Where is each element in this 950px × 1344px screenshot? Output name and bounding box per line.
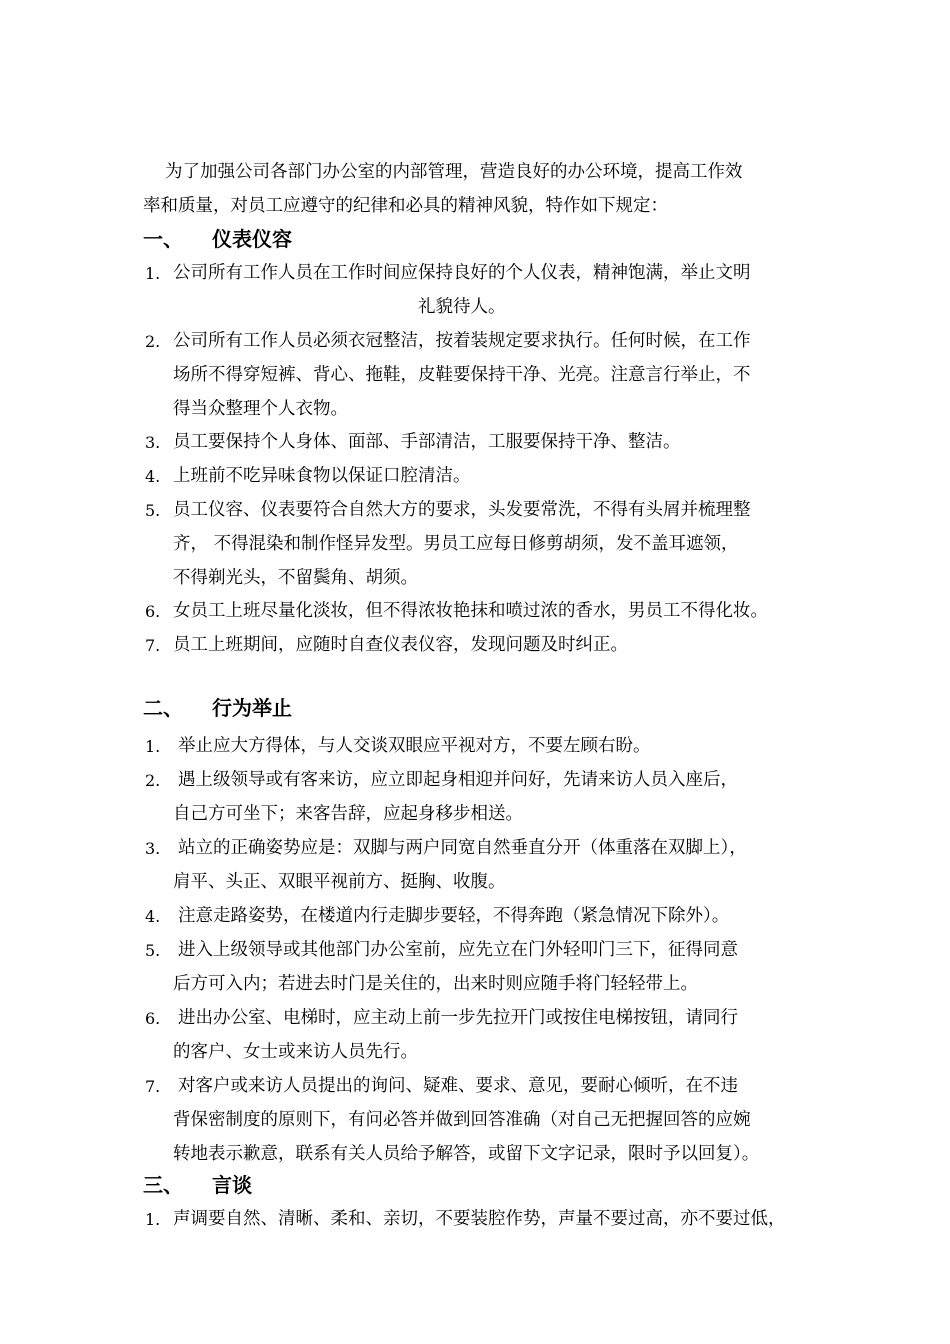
s1-item-2-line-3: 得当众整理个人衣物。 <box>173 399 348 419</box>
s1-item-4-line-1: 上班前不吃异味食物以保证口腔清洁。 <box>173 466 471 486</box>
s2-item-2-number: 2. <box>145 771 161 790</box>
section-1-title: 仪表仪容 <box>212 227 292 251</box>
s1-item-6-number: 6. <box>145 602 161 621</box>
s1-item-1-number: 1. <box>145 264 161 283</box>
s1-item-1-line-1: 公司所有工作人员在工作时间应保持良好的个人仪表，精神饱满，举止文明 <box>173 263 751 283</box>
s2-item-7-line-1: 对客户或来访人员提出的询问、疑难、要求、意见，要耐心倾听，在不违 <box>178 1076 738 1096</box>
s2-item-7-line-3: 转地表示歉意，联系有关人员给予解答，或留下文字记录，限时予以回复）。 <box>173 1144 760 1164</box>
section-2-number: 二、 <box>143 696 183 720</box>
s2-item-1-line-1: 举止应大方得体，与人交谈双眼应平视对方，不要左顾右盼。 <box>178 736 651 756</box>
s1-item-7-number: 7. <box>145 636 161 655</box>
s2-item-5-line-1: 进入上级领导或其他部门办公室前，应先立在门外轻叩门三下，征得同意 <box>178 940 738 960</box>
s2-item-6-line-2: 的客户、女士或来访人员先行。 <box>173 1042 418 1062</box>
s2-item-5-number: 5. <box>145 941 161 960</box>
s2-item-3-line-2: 肩平、头正、双眼平视前方、挺胸、收腹。 <box>173 872 506 892</box>
s1-item-5-line-1: 员工仪容、仪表要符合自然大方的要求，头发要常洗，不得有头屑并梳理整 <box>173 500 751 520</box>
s1-item-3-number: 3. <box>145 433 161 452</box>
s1-item-5-number: 5. <box>145 501 161 520</box>
s2-item-3-line-1: 站立的正确姿势应是：双脚与两户同宽自然垂直分开（体重落在双脚上）， <box>178 838 747 858</box>
s3-item-1-number: 1. <box>145 1210 161 1229</box>
s1-item-5-line-3: 不得剃光头，不留鬓角、胡须。 <box>173 568 418 588</box>
section-3-number: 三、 <box>143 1173 183 1197</box>
s1-item-4-number: 4. <box>145 467 161 486</box>
s1-item-2-number: 2. <box>145 332 161 351</box>
s2-item-3-number: 3. <box>145 839 161 858</box>
section-2-title: 行为举止 <box>212 696 292 720</box>
s3-item-1-line-1: 声调要自然、清晰、柔和、亲切，不要装腔作势，声量不要过高，亦不要过低， <box>173 1209 786 1229</box>
s2-item-4-number: 4. <box>145 907 161 926</box>
s2-item-7-number: 7. <box>145 1077 161 1096</box>
s1-item-2-line-1: 公司所有工作人员必须衣冠整洁，按着装规定要求执行。任何时候，在工作 <box>173 331 751 351</box>
section-3-title: 言谈 <box>212 1173 252 1197</box>
section-1-number: 一、 <box>143 227 183 251</box>
intro-line-2: 率和质量，对员工应遵守的纪律和必具的精神风貌，特作如下规定： <box>143 196 668 216</box>
s1-item-2-line-2: 场所不得穿短裤、背心、拖鞋，皮鞋要保持干净、光亮。注意言行举止，不 <box>173 365 751 385</box>
s2-item-2-line-2: 自己方可坐下；来客告辞，应起身移步相送。 <box>173 804 523 824</box>
s1-item-3-line-1: 员工要保持个人身体、面部、手部清洁，工服要保持干净、整洁。 <box>173 432 681 452</box>
s2-item-6-line-1: 进出办公室、电梯时，应主动上前一步先拉开门或按住电梯按钮，请同行 <box>178 1008 738 1028</box>
s2-item-5-line-2: 后方可入内；若进去时门是关住的，出来时则应随手将门轻轻带上。 <box>173 974 698 994</box>
s2-item-2-line-1: 遇上级领导或有客来访，应立即起身相迎并问好，先请来访人员入座后， <box>178 770 738 790</box>
s1-item-6-line-1: 女员工上班尽量化淡妆，但不得浓妆艳抹和喷过浓的香水，男员工不得化妆。 <box>173 601 768 621</box>
s1-item-1-line-2: 礼貌待人。 <box>418 297 506 317</box>
s2-item-1-number: 1. <box>145 737 161 756</box>
s2-item-6-number: 6. <box>145 1009 161 1028</box>
s2-item-7-line-2: 背保密制度的原则下，有问必答并做到回答准确（对自己无把握回答的应婉 <box>173 1110 751 1130</box>
s2-item-4-line-1: 注意走路姿势，在楼道内行走脚步要轻，不得奔跑（紧急情况下除外）。 <box>178 906 730 926</box>
s1-item-7-line-1: 员工上班期间，应随时自查仪表仪容，发现问题及时纠正。 <box>173 635 628 655</box>
intro-line-1: 为了加强公司各部门办公室的内部管理，营造良好的办公环境，提高工作效 <box>165 162 743 182</box>
s1-item-5-line-2: 齐， 不得混染和制作怪异发型。男员工应每日修剪胡须，发不盖耳遮领， <box>173 534 739 554</box>
